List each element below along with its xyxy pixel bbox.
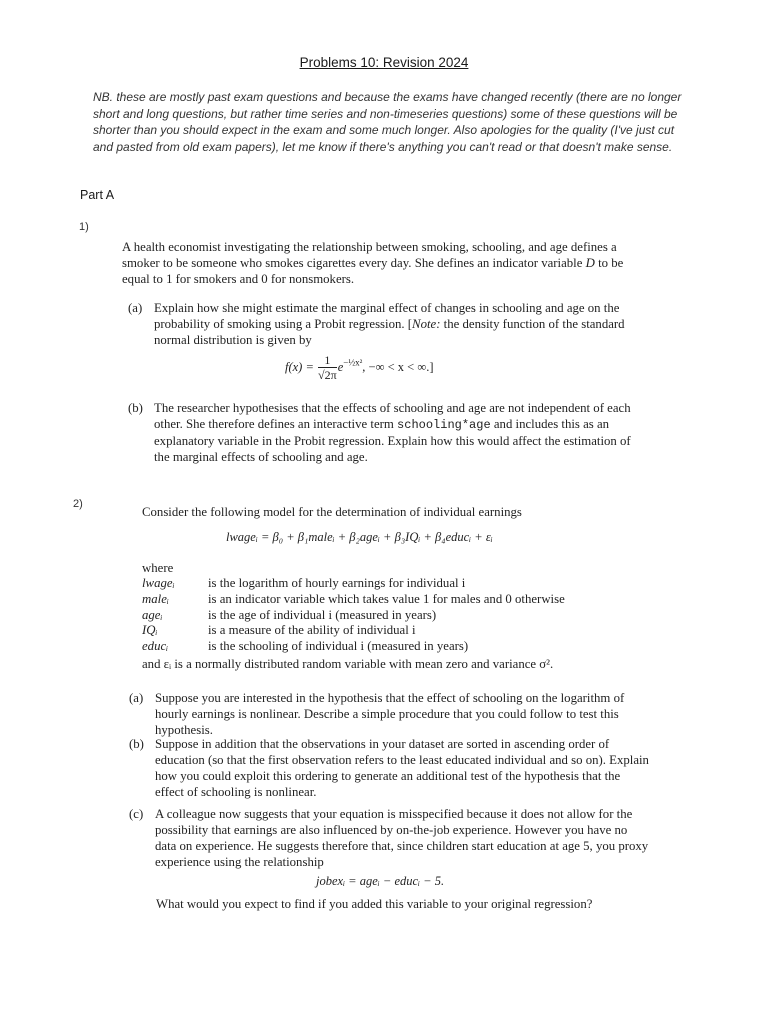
q1-intro-a: A health economist investigating the relationship between smoking, schooling, and age defines a smoker to be someone who smokes cigarettes every day. She defines an indicator variable (122, 240, 617, 270)
q2b-text: Suppose in addition that the observations in your dataset are sorted in ascending order of education (so that the first observation refers to the least educated individual and so on). Explain how you could exploit this ordering to generate an additional test of the hypothesis that the effect of schooling is nonlinear. (155, 737, 649, 799)
where-label: where (142, 561, 174, 575)
question-2b (129, 736, 649, 800)
jobex-equation: jobexᵢ = ageᵢ − educᵢ − 5. (316, 874, 445, 888)
q1b-text (154, 400, 636, 465)
def-desc: is a measure of the ability of individual i (208, 623, 416, 638)
def-var: maleᵢ (142, 591, 169, 606)
density-den: √2π (318, 368, 337, 382)
definition-row (142, 608, 565, 624)
q2a-text: Suppose you are interested in the hypothesis that the effect of schooling on the logarithm of hourly earnings is nonlinear. Describe a simple procedure that you could follow to test this hypothesis. (155, 691, 625, 737)
question-1b (128, 400, 636, 465)
q1-intro-var: D (585, 256, 595, 270)
page-title: Problems 10: Revision 2024 (299, 55, 469, 70)
def-desc: is the schooling of individual i (measured in years) (208, 639, 469, 654)
density-sup: −½x² (343, 357, 363, 368)
question-1-number: 1) (79, 221, 89, 233)
definition-row (142, 592, 565, 608)
density-rhs: , −∞ < x < ∞.] (362, 359, 434, 374)
q2a-label: (a) (129, 691, 144, 705)
question-2c (129, 806, 649, 870)
q1b-text-1: The researcher hypothesises that the effects of schooling and age are not independent of each other. She therefore defines an interactive term (154, 401, 631, 431)
density-fraction (318, 354, 337, 382)
part-heading: Part A (80, 188, 115, 202)
def-desc: is an indicator variable which takes value 1 for males and 0 otherwise (208, 591, 565, 606)
density-exp: e (337, 359, 344, 374)
density-equation (285, 354, 434, 382)
q1b-term: schooling*age (397, 418, 491, 432)
density-num: 1 (318, 354, 337, 368)
q1a-text-1: Explain how she might estimate the marginal effect of changes in schooling and age on the probability of smoking using a Probit regression. [ (154, 301, 620, 331)
def-var: IQᵢ (142, 623, 158, 638)
q2c-question: What would you expect to find if you added this variable to your original regression? (156, 897, 593, 911)
definition-row (142, 639, 565, 655)
def-var: lwageᵢ (142, 576, 175, 590)
q1b-label: (b) (128, 401, 143, 415)
earnings-model: lwageᵢ = β₀ + β₁maleᵢ + β₂ageᵢ + β₃IQᵢ + β₄educᵢ + εᵢ (226, 530, 493, 544)
question-2-intro: Consider the following model for the determination of individual earnings (142, 505, 522, 519)
nb-note: NB. these are mostly past exam questions and because the exams have changed recently (there are no longer short and long questions, but rather time series and non-timeseries questions) some of these questions will be shorter than you should expect in the exam and some much longer. Also apologies for the quality (I've just cut and pasted from old exam papers), let me know if there's anything you can't read or that doesn't make sense. (93, 90, 682, 154)
variable-definitions (142, 576, 565, 655)
def-desc: is the logarithm of hourly earnings for individual i (208, 576, 466, 590)
error-term-text: and εᵢ is a normally distributed random variable with mean zero and variance σ². (142, 657, 554, 671)
q1b-text-2: and includes this as an explanatory variable in the Probit regression. Explain how this would affect the estimation of the marginal effects of schooling and age. (154, 417, 631, 464)
question-1a (128, 300, 636, 348)
def-var: ageᵢ (142, 607, 163, 622)
def-desc: is the age of individual i (measured in years) (208, 607, 437, 622)
definition-row (142, 576, 565, 592)
question-2-number: 2) (73, 498, 83, 510)
q2c-text: A colleague now suggests that your equation is misspecified because it does not allow for the possibility that earnings are also influenced by on-the-job experience. However you have no data on experience. He suggests therefore that, since children start education at age 5, you proxy experience using the relationship (155, 807, 649, 869)
q1a-text-2: the density function of the standard normal distribution is given by (154, 317, 625, 347)
q1a-text (154, 300, 636, 348)
q1-intro-b: to be equal to 1 for smokers and 0 for nonsmokers. (122, 256, 624, 286)
def-var: educᵢ (142, 639, 169, 654)
q2c-label: (c) (129, 807, 144, 821)
question-2a (129, 690, 649, 738)
question-1-intro (122, 239, 634, 287)
q2b-label: (b) (129, 737, 144, 751)
density-lhs: f(x) = (285, 359, 314, 374)
q1a-label: (a) (128, 301, 143, 315)
q1a-note: Note: (412, 317, 441, 331)
definition-row (142, 623, 565, 639)
